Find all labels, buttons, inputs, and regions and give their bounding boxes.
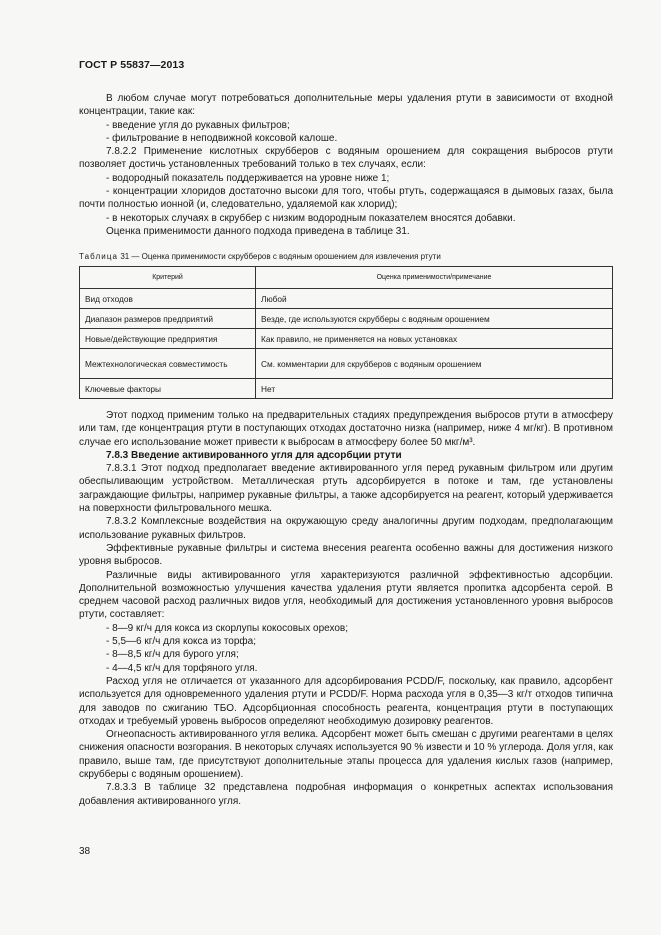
table-caption-label: Таблица	[79, 252, 119, 261]
table-row	[80, 329, 613, 349]
table-row	[80, 309, 613, 329]
paragraph: Этот подход применим только на предварительных стадиях предупреждения выбросов ртути в атмосферу или там, где концентрация ртути в поступающих отходах достаточно низка (например, ниже 4 мг/кг). В противном случае его использование может привести к выбросам в атмосферу более 50 мкг/м³.	[79, 410, 613, 448]
table-caption-text: 31 — Оценка применимости скрубберов с водяным орошением для извлечения ртути	[120, 252, 441, 261]
table-row	[80, 379, 613, 399]
list-item: - концентрации хлоридов достаточно высоки для того, чтобы ртуть, содержащаяся в дымовых газах, была почти полностью ионной (и, следовательно, удаляемой как хлорид);	[79, 186, 613, 211]
paragraph: 7.8.2.2 Применение кислотных скрубберов с водяным орошением для сокращения выбросов ртути позволяет достичь установленных требований только в тех случаях, если:	[79, 146, 613, 171]
table-cell: Диапазон размеров предприятий	[80, 309, 256, 329]
table-cell: См. комментарии для скрубберов с водяным орошением	[256, 349, 613, 379]
page-number: 38	[79, 846, 91, 857]
paragraph: 7.8.3.1 Этот подход предполагает введение активированного угля перед рукавным фильтром или другим обеспыливающим устройством. Металлическая ртуть адсорбируется в потоке и там, где установлены заграждающие фильтры, например рукавные фильтры, а также адсорбируется на реагент, который удерживается на поверхности фильтровального мешка.	[79, 463, 613, 515]
paragraph: Огнеопасность активированного угля велика. Адсорбент может быть смешан с другими реагентами в целях снижения опасности возгорания. В некоторых случаях используется 90 % извести и 10 % углерода. Доля угля, как правило, выше там, где присутствуют дополнительные этапы процесса для удаления кислых газов (например, скрубберы с водяным орошением).	[79, 729, 613, 781]
list-item: - 5,5—6 кг/ч для кокса из торфа;	[106, 636, 256, 648]
list-item: - в некоторых случаях в скруббер с низким водородным показателем вносятся добавки.	[106, 212, 516, 224]
table-row	[80, 349, 613, 379]
column-header-assessment: Оценка применимости/примечание	[256, 267, 613, 289]
table-cell: Везде, где используются скрубберы с водяным орошением	[256, 309, 613, 329]
paragraph: Различные виды активированного угля характеризуются различной эффективностью адсорбции. Дополнительной возможностью улучшения качества удаления ртути является пропитка адсорбента серой. В среднем часовой расход различных видов угля, необходимый для достижения установленного уровня выбросов ртути, составляет:	[79, 569, 613, 621]
list-item: - 4—4,5 кг/ч для торфяного угля.	[106, 662, 258, 674]
table-row	[80, 289, 613, 309]
text-block-main	[79, 409, 613, 808]
table-cell: Любой	[256, 289, 613, 309]
table-header-row	[80, 267, 613, 289]
applicability-table	[79, 266, 613, 399]
list-item: - фильтрование в неподвижной коксовой калоше.	[106, 132, 338, 144]
table-cell: Ключевые факторы	[80, 379, 256, 399]
table-cell: Новые/действующие предприятия	[80, 329, 256, 349]
list-item: - водородный показатель поддерживается на уровне ниже 1;	[106, 172, 390, 184]
table-cell: Межтехнологическая совместимость	[80, 349, 256, 379]
paragraph: 7.8.3.2 Комплексные воздействия на окружающую среду аналогичны другим подходам, предполагающим использование рукавных фильтров.	[79, 516, 613, 541]
section-heading: 7.8.3 Введение активированного угля для адсорбции ртути	[106, 449, 402, 461]
list-item: - 8—9 кг/ч для кокса из скорлупы кокосовых орехов;	[106, 622, 349, 634]
paragraph: 7.8.3.3 В таблице 32 представлена подробная информация о конкретных аспектах использования добавления активированного угля.	[79, 782, 613, 807]
table-cell: Вид отходов	[80, 289, 256, 309]
text-block-intro	[79, 92, 613, 238]
column-header-criterion: Критерий	[80, 267, 256, 289]
document-id: ГОСТ Р 55837—2013	[79, 59, 185, 71]
paragraph: Эффективные рукавные фильтры и система внесения реагента особенно важны для достижения низкого уровня выбросов.	[79, 542, 613, 568]
list-item: - введение угля до рукавных фильтров;	[106, 119, 290, 131]
table-caption	[79, 252, 613, 261]
list-item: - 8—8,5 кг/ч для бурого угля;	[106, 649, 239, 661]
table-cell: Как правило, не применяется на новых установках	[256, 329, 613, 349]
table-cell: Нет	[256, 379, 613, 399]
paragraph: В любом случае могут потребоваться дополнительные меры удаления ртути в зависимости от входной концентрации, такие как:	[79, 93, 613, 118]
paragraph: Расход угля не отличается от указанного для адсорбирования PCDD/F, поскольку, как правило, адсорбент используется для одновременного удаления ртути и PCDD/F. Норма расхода угля в 0,35—3 кг/т отходов типична для заводов по сжиганию ТБО. Адсорбционная способность реагента, концентрация ртути в поступающих отходах и требуемый уровень выбросов определяют необходимую дозировку реагентов.	[79, 675, 613, 727]
paragraph: Оценка применимости данного подхода приведена в таблице 31.	[106, 225, 410, 237]
